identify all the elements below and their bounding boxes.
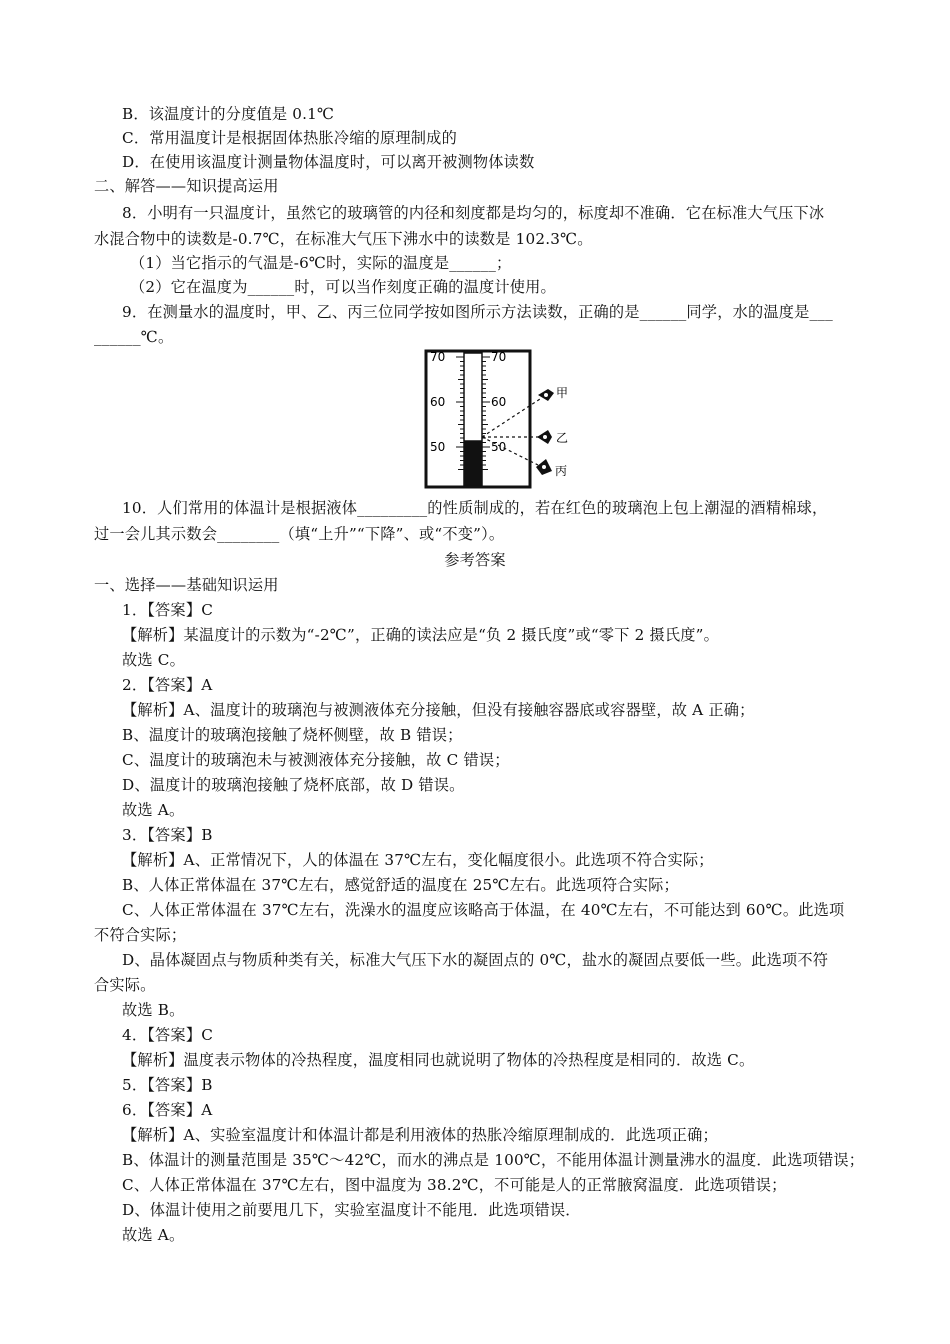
section1-heading: 一、选择——基础知识运用: [94, 576, 279, 594]
answer-1-conclusion: 故选 C。: [122, 651, 186, 669]
answer-3-explanation-c2: 不符合实际；: [94, 926, 187, 944]
answers-title: 参考答案: [444, 551, 506, 569]
answer-5: 5．【答案】B: [122, 1076, 213, 1094]
answer-3-explanation-c1: C、人体正常体温在 37℃左右，洗澡水的温度应该略高于体温，在 40℃左右，不可能达到 60℃。此选项: [122, 901, 845, 919]
answer-3-explanation-a: 【解析】A、正常情况下，人的体温在 37℃左右，变化幅度很小。此选项不符合实际；: [122, 851, 714, 869]
q10-line1: 10．人们常用的体温计是根据液体_________的性质制成的，若在红色的玻璃泡上包上潮湿的酒精棉球，: [122, 499, 828, 517]
answer-2-conclusion: 故选 A。: [122, 801, 185, 819]
section2-heading: 二、解答——知识提高运用: [94, 177, 279, 195]
eye-icon-bing: [536, 459, 552, 475]
q7-option-d: D．在使用该温度计测量物体温度时，可以离开被测物体读数: [122, 153, 535, 171]
answer-6: 6．【答案】A: [122, 1101, 213, 1119]
eye-icon-yi: [537, 430, 552, 444]
eye-icon-jia: [538, 389, 554, 401]
answer-6-conclusion: 故选 A。: [122, 1226, 185, 1244]
answer-3-explanation-d1: D、晶体凝固点与物质种类有关，标准大气压下水的凝固点的 0℃，盐水的凝固点要低一些。此选项不符: [122, 951, 829, 969]
answer-4-explanation: 【解析】温度表示物体的冷热程度，温度相同也就说明了物体的冷热程度是相同的．故选 C。: [122, 1051, 755, 1069]
q8-line2: 水混合物中的读数是-0.7℃，在标准大气压下沸水中的读数是 102.3℃。: [94, 230, 593, 248]
q10-line2: 过一会儿其示数会________（填“上升”“下降”、或“不变”）。: [94, 525, 505, 543]
tick-label-left-50: 50: [430, 440, 446, 454]
tick-label-left-60: 60: [430, 395, 446, 409]
answer-3: 3．【答案】B: [122, 826, 213, 844]
q9-line1: 9．在测量水的温度时，甲、乙、丙三位同学按如图所示方法读数，正确的是______同学，水的温度是___: [122, 303, 833, 321]
answer-3-conclusion: 故选 B。: [122, 1001, 185, 1019]
answer-1: 1．【答案】C: [122, 601, 214, 619]
answer-6-explanation-a: 【解析】A、实验室温度计和体温计都是利用液体的热胀冷缩原理制成的．此选项正确；: [122, 1126, 718, 1144]
liquid-column: [464, 440, 482, 485]
tick-label-right-50: 50: [491, 440, 507, 454]
q7-option-c: C．常用温度计是根据固体热胀冷缩的原理制成的: [122, 129, 457, 147]
answer-6-explanation-b: B、体温计的测量范围是 35℃～42℃，而水的沸点是 100℃，不能用体温计测量沸水的温度．此选项错误；: [122, 1151, 865, 1169]
answer-2-explanation-a: 【解析】A、温度计的玻璃泡与被测液体充分接触，但没有接触容器底或容器壁，故 A 正确；: [122, 701, 755, 719]
q8-line1: 8．小明有一只温度计，虽然它的玻璃管的内径和刻度都是均匀的，标度却不准确．它在标准大气压下冰: [122, 204, 825, 222]
thermometer-figure: [424, 349, 580, 489]
q7-option-b: B．该温度计的分度值是 0.1℃: [122, 105, 335, 123]
answer-3-explanation-d2: 合实际。: [94, 976, 156, 994]
answer-6-explanation-c: C、人体正常体温在 37℃左右，图中温度为 38.2℃，不可能是人的正常腋窝温度．此选项错误；: [122, 1176, 787, 1194]
answer-2-explanation-d: D、温度计的玻璃泡接触了烧杯底部，故 D 错误。: [122, 776, 465, 794]
observer-yi: 乙: [556, 431, 569, 445]
answer-1-explanation: 【解析】某温度计的示数为“-2℃”，正确的读法应是“负 2 摄氏度”或“零下 2 摄氏度”。: [122, 626, 720, 644]
observer-bing: 丙: [555, 464, 568, 478]
answer-2-explanation-c: C、温度计的玻璃泡未与被测液体充分接触，故 C 错误；: [122, 751, 510, 769]
answer-6-explanation-d: D、体温计使用之前要甩几下，实验室温度计不能甩．此选项错误．: [122, 1201, 581, 1219]
tick-label-right-60: 60: [491, 395, 507, 409]
q9-line2: ______℃。: [94, 328, 174, 346]
answer-2-explanation-b: B、温度计的玻璃泡接触了烧杯侧壁，故 B 错误；: [122, 726, 463, 744]
q8-sub1: （1）当它指示的气温是-6℃时，实际的温度是______；: [130, 254, 512, 272]
tick-label-right-70: 70: [491, 350, 507, 364]
answer-2: 2．【答案】A: [122, 676, 213, 694]
tick-label-left-70: 70: [430, 350, 446, 364]
answer-3-explanation-b: B、人体正常体温在 37℃左右，感觉舒适的温度在 25℃左右。此选项符合实际；: [122, 876, 679, 894]
answer-4: 4．【答案】C: [122, 1026, 214, 1044]
observer-jia: 甲: [556, 386, 569, 400]
q8-sub2: （2）它在温度为______时，可以当作刻度正确的温度计使用。: [130, 278, 556, 296]
